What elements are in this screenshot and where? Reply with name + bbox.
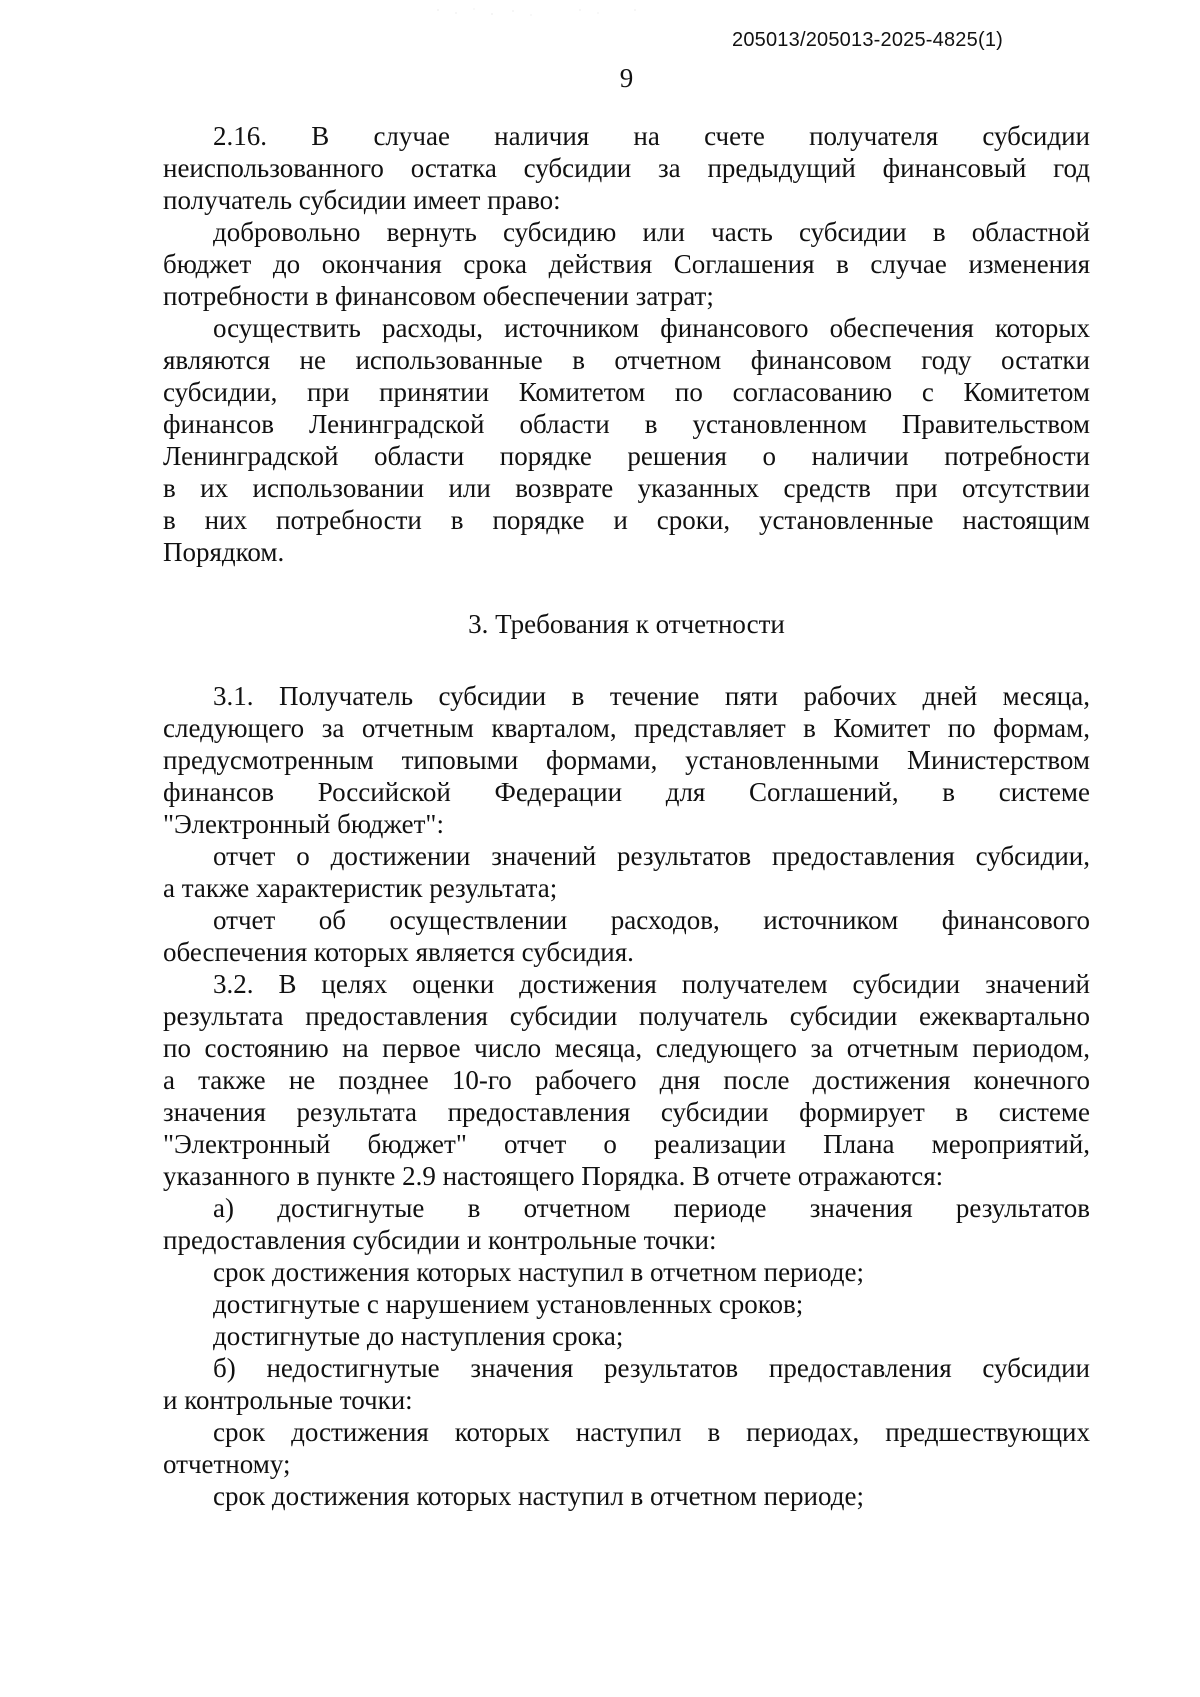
text-line: 2.16. В случае наличия на счете получателя субсидии: [213, 121, 1090, 151]
document-number: 205013/205013-2025-4825(1): [732, 29, 1003, 51]
text-line: отчет о достижении значений результатов предоставления субсидии,: [213, 841, 1090, 871]
section-heading: 3. Требования к отчетности: [468, 609, 785, 639]
text-line: отчет об осуществлении расходов, источником финансового: [213, 905, 1090, 935]
text-line: финансов Российской Федерации для Соглашений, в системе: [163, 777, 1090, 807]
text-line: потребности в финансовом обеспечении затрат;: [163, 281, 714, 311]
document-body: [163, 120, 1090, 1512]
text-line: результата предоставления субсидии получатель субсидии ежеквартально: [163, 1001, 1090, 1031]
text-line: финансов Ленинградской области в установленном Правительством: [163, 409, 1090, 439]
text-line: предоставления субсидии и контрольные точки:: [163, 1225, 717, 1255]
text-line: отчетному;: [163, 1449, 291, 1479]
text-line: срок достижения которых наступил в периодах, предшествующих: [213, 1417, 1090, 1447]
text-line: а также характеристик результата;: [163, 873, 558, 903]
text-line: и контрольные точки:: [163, 1385, 413, 1415]
text-line: предусмотренным типовыми формами, установленными Министерством: [163, 745, 1090, 775]
text-line: следующего за отчетным кварталом, представляет в Комитет по формам,: [163, 713, 1090, 743]
text-line: являются не использованные в отчетном финансовом году остатки: [163, 345, 1090, 375]
text-line: в их использовании или возврате указанных средств при отсутствии: [163, 473, 1090, 503]
text-line: неиспользованного остатка субсидии за предыдущий финансовый год: [163, 153, 1090, 183]
text-line: 3.1. Получатель субсидии в течение пяти рабочих дней месяца,: [213, 681, 1090, 711]
text-line: достигнутые до наступления срока;: [213, 1321, 624, 1351]
text-line: значения результата предоставления субсидии формирует в системе: [163, 1097, 1090, 1127]
text-line: а также не позднее 10-го рабочего дня после достижения конечного: [163, 1065, 1090, 1095]
text-line: бюджет до окончания срока действия Соглашения в случае изменения: [163, 249, 1090, 279]
text-line: а) достигнутые в отчетном периоде значения результатов: [213, 1193, 1090, 1223]
text-line: осуществить расходы, источником финансового обеспечения которых: [213, 313, 1090, 343]
page-number: 9: [619, 63, 634, 93]
text-line: субсидии, при принятии Комитетом по согласованию с Комитетом: [163, 377, 1090, 407]
text-line: обеспечения которых является субсидия.: [163, 937, 634, 967]
text-line: срок достижения которых наступил в отчетном периоде;: [213, 1481, 864, 1511]
scan-noise-artifact: [430, 4, 660, 18]
text-line: добровольно вернуть субсидию или часть субсидии в областной: [213, 217, 1090, 247]
text-line: б) недостигнутые значения результатов предоставления субсидии: [213, 1353, 1090, 1383]
text-line: указанного в пункте 2.9 настоящего Порядка. В отчете отражаются:: [163, 1161, 944, 1191]
text-line: по состоянию на первое число месяца, следующего за отчетным периодом,: [163, 1033, 1090, 1063]
text-line: достигнутые с нарушением установленных сроков;: [213, 1289, 804, 1319]
text-line: срок достижения которых наступил в отчетном периоде;: [213, 1257, 864, 1287]
text-line: в них потребности в порядке и сроки, установленные настоящим: [163, 505, 1090, 535]
text-line: получатель субсидии имеет право:: [163, 185, 561, 215]
text-line: Порядком.: [163, 537, 285, 567]
text-line: "Электронный бюджет" отчет о реализации Плана мероприятий,: [163, 1129, 1090, 1159]
text-line: Ленинградской области порядке решения о наличии потребности: [163, 441, 1090, 471]
text-line: 3.2. В целях оценки достижения получателем субсидии значений: [213, 969, 1090, 999]
text-line: "Электронный бюджет":: [163, 809, 444, 839]
